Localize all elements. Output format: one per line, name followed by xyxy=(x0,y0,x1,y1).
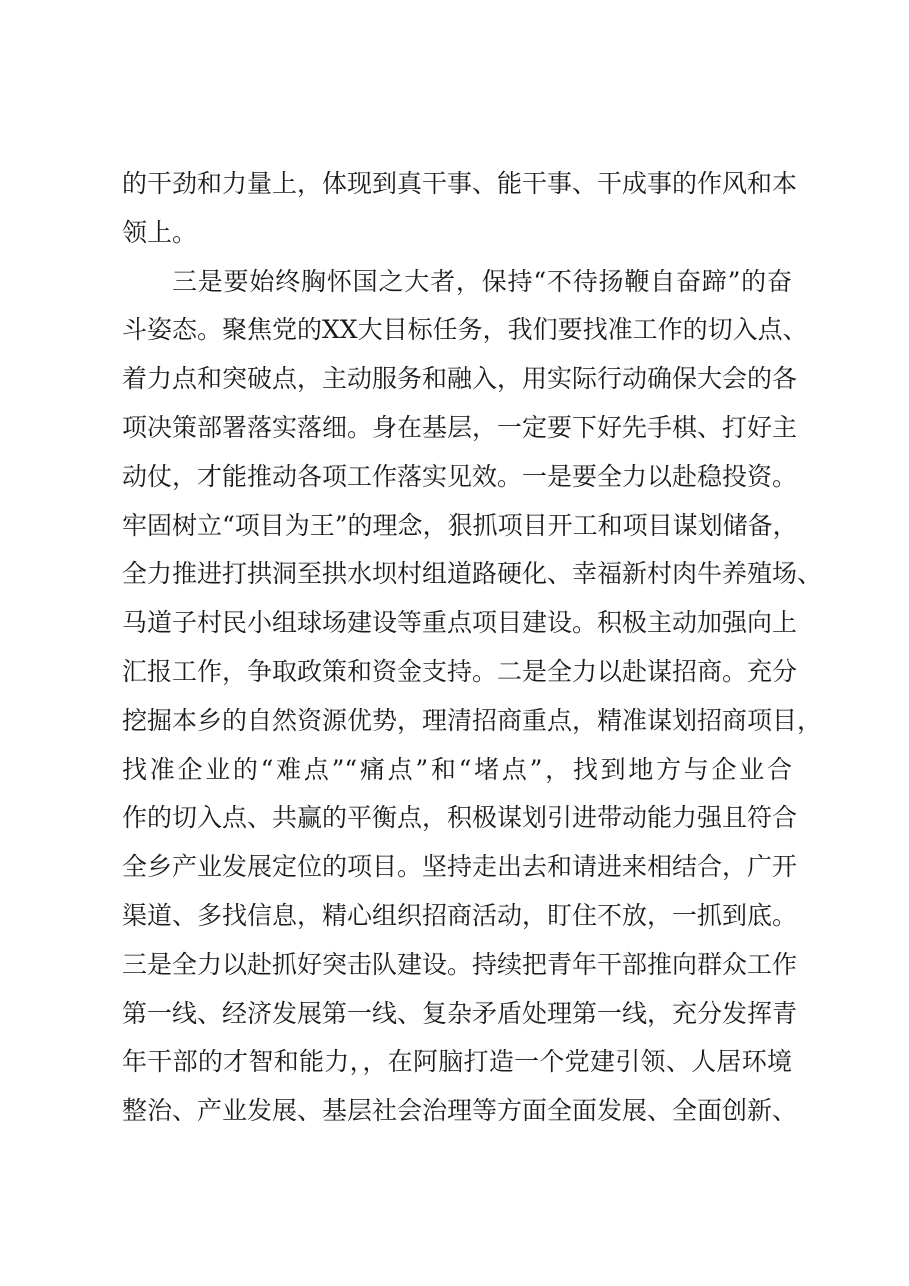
text-line: 的干劲和力量上，体现到真干事、能干事、干成事的作风和本 xyxy=(122,169,798,198)
text-line: 汇报工作，争取政策和资金支持。二是全力以赴谋招商。充分 xyxy=(122,656,798,686)
paragraph-1 xyxy=(122,160,798,258)
text-line: 三是全力以赴抓好突击队建设。持续把青年干部推向群众工作 xyxy=(122,949,798,979)
text-line: 渠道、多找信息，精心组织招商活动，盯住不放，一抓到底。 xyxy=(122,900,798,930)
text-line: 全乡产业发展定位的项目。坚持走出去和请进来相结合，广开 xyxy=(122,852,798,882)
text-line: 领上。 xyxy=(122,217,198,247)
text-line: 斗姿态。聚焦党的XX大目标任务，我们要找准工作的切入点、 xyxy=(122,315,808,345)
text-line: 着力点和突破点，主动服务和融入，用实际行动确保大会的各 xyxy=(122,364,798,394)
paragraph-2 xyxy=(122,258,823,1136)
text-line: 牢固树立“项目为王”的理念，狠抓项目开工和项目谋划储备， xyxy=(122,510,798,540)
text-line: 作的切入点、共赢的平衡点，积极谋划引进带动能力强且符合 xyxy=(122,803,798,833)
text-line: 三是要始终胸怀国之大者，保持“不待扬鞭自奋蹄”的奋 xyxy=(172,266,792,296)
text-line: 年干部的才智和能力，，在阿脑打造一个党建引领、人居环境 xyxy=(122,1047,792,1077)
text-line: 找准企业的“难点”“痛点”和“堵点”，找到地方与企业合 xyxy=(122,754,792,784)
document-body xyxy=(122,160,823,1136)
text-line: 挖掘本乡的自然资源优势，理清招商重点，精准谋划招商项目， xyxy=(122,705,823,735)
text-line: 项决策部署落实落细。身在基层，一定要下好先手棋、打好主 xyxy=(122,412,798,442)
text-line: 整治、产业发展、基层社会治理等方面全面发展、全面创新、 xyxy=(122,1096,798,1126)
text-line: 全力推进打拱洞至拱水坝村组道路硬化、幸福新村肉牛养殖场、 xyxy=(122,559,823,589)
text-line: 动仗，才能推动各项工作落实见效。一是要全力以赴稳投资。 xyxy=(122,461,798,491)
text-line: 马道子村民小组球场建设等重点项目建设。积极主动加强向上 xyxy=(122,608,798,638)
text-line: 第一线、经济发展第一线、复杂矛盾处理第一线，充分发挥青 xyxy=(122,998,798,1028)
